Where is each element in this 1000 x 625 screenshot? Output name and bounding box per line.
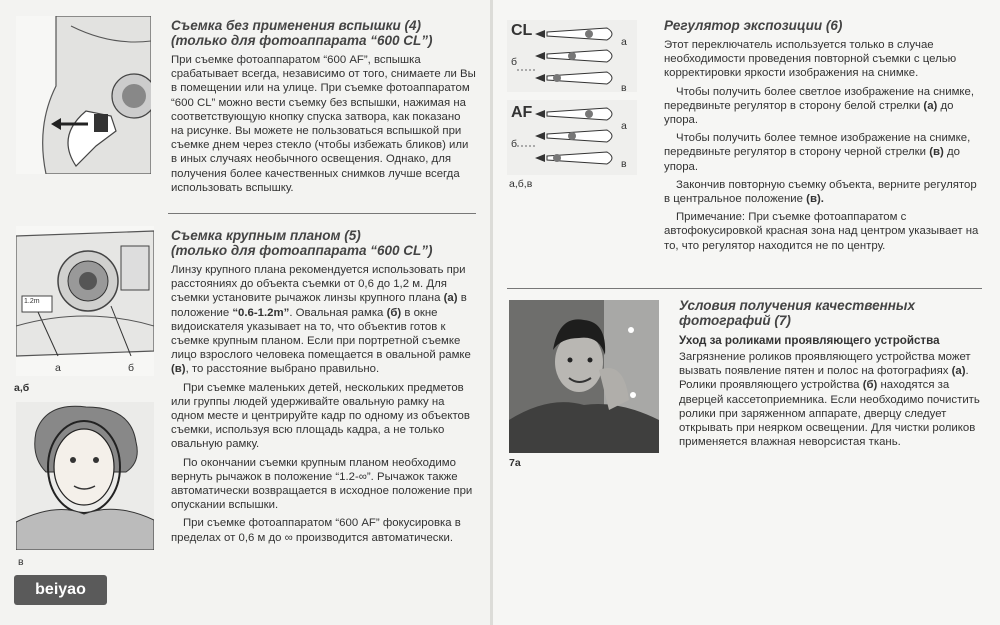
photo-caption: 7а bbox=[509, 457, 521, 469]
diagram-label-a: а bbox=[621, 36, 627, 48]
diagram-label-v: в bbox=[621, 158, 627, 170]
section-divider bbox=[168, 213, 476, 214]
section-title: Условия получения качественных фотографий (7) bbox=[679, 298, 915, 328]
figure-exposure-switch bbox=[507, 20, 637, 175]
diagram-caption: а,б,в bbox=[509, 178, 533, 190]
section-subtitle: (только для фотоаппарата “600 CL”) bbox=[171, 33, 433, 48]
left-page bbox=[0, 0, 490, 625]
paragraph: При съемке маленьких детей, нескольких предметов или группы людей удерживайте овальную рамку на одном месте и центрируйте кадр по одному из объектов съемки, используя всю площадь кадра, а не только овальную рамку. bbox=[171, 381, 470, 451]
diagram-label-v: в bbox=[621, 82, 627, 94]
section-subtitle: (только для фотоаппарата “600 CL”) bbox=[171, 243, 433, 258]
fig5-face-caption: в bbox=[18, 556, 24, 568]
section-quality bbox=[679, 298, 984, 449]
paragraph: Примечание: При съемке фотоаппаратом с автофокусировкой красная зона над центром указывает на то, что регулятор находится не по центру. bbox=[664, 211, 979, 252]
watermark-logo: beiyao bbox=[14, 575, 107, 605]
paragraph: Этот переключатель используется только в случае необходимости проведения повторной съемки с целью корректировки яркости изображения на снимке. bbox=[664, 39, 957, 80]
paragraph: При съемке фотоаппаратом “600 AF”, вспышка срабатывает всегда, независимо от того, снимаете ли Вы в помещении или на улице. При съемке фотоаппаратом “600 CL” можно вести съемку без вспышки, нажимая на соответствующую кнопку спуска затвора, как показано на рисунке. Вы можете не пользоваться вспышкой при съемке днем через стекло (чтобы избежать бликов) или в иных случаях необычного освещения. Однако, для получения более качественных снимков лучше всегда использовать вспышку. bbox=[171, 54, 476, 194]
fig5-caption: а,б bbox=[14, 382, 30, 394]
figure-no-flash bbox=[16, 16, 151, 174]
section-title: Съемка крупным планом (5) bbox=[171, 228, 361, 243]
section-subheading: Уход за роликами проявляющего устройства bbox=[679, 334, 940, 347]
section-divider bbox=[507, 288, 982, 289]
paragraph: Чтобы получить более светлое изображение на снимке, передвиньте регулятор в сторону белой стрелки (а) до упора. bbox=[664, 85, 975, 127]
paragraph: Линзу крупного плана рекомендуется использовать при расстояниях до объекта съемки от 0,6 до 1,2 м. Для съемки установите рычажок линзы крупного плана (а) в положение “0.6-1.2m”. Овальная рамка (б) в окне видоискателя указывает на то, что объектив готов к съемке крупным планом. Если при портретной съемке лицо взрослого человека помещается в овальной рамке (в), то расстояние выбрано правильно. bbox=[171, 264, 471, 376]
figure-photo-portrait bbox=[509, 300, 659, 453]
paragraph: Чтобы получить более темное изображение на снимке, передвиньте регулятор в сторону черной стрелки (в) до упора. bbox=[664, 132, 971, 173]
section-closeup bbox=[171, 228, 476, 545]
figure-oval-frame-portrait bbox=[16, 402, 154, 550]
right-page bbox=[493, 0, 1000, 625]
paragraph: При съемке фотоаппаратом “600 AF” фокусировка в пределах от 0,6 м до ∞ производится автоматически. bbox=[171, 517, 461, 544]
paragraph: Закончив повторную съемку объекта, верните регулятор в центральное положение (в). bbox=[664, 178, 977, 206]
diagram-label-a: а bbox=[621, 120, 627, 132]
paragraph: Загрязнение роликов проявляющего устройства может вызвать появление пятен и полос на фотографиях (а). Ролики проявляющего устройства (б) находятся за дверцей кассетоприемника. Если необходимо почистить ролики при заряженном аппарате, дверцу следует открывать при неярком освещении. Для чистки роликов применяется влажная неворсистая ткань. bbox=[679, 351, 980, 449]
fig5-label-a: а bbox=[55, 362, 61, 374]
fig5-label-b: б bbox=[128, 362, 135, 374]
section-title: Съемка без применения вспышки (4) bbox=[171, 18, 422, 33]
diagram-af-label: AF bbox=[511, 104, 533, 121]
paragraph: По окончании съемки крупным планом необходимо вернуть рычажок в положение “1.2-∞”. Рычажок также автоматически возвращается в исходное положение при опускании вспышки. bbox=[171, 456, 473, 512]
section-exposure bbox=[664, 18, 984, 253]
diagram-cl-label: CL bbox=[511, 22, 533, 39]
section-no-flash bbox=[171, 18, 476, 195]
diagram-label-b: б bbox=[511, 56, 518, 68]
section-title: Регулятор экспозиции (6) bbox=[664, 18, 843, 33]
diagram-label-b: б bbox=[511, 138, 518, 150]
fig5-panel-text: 1.2m bbox=[24, 298, 40, 305]
